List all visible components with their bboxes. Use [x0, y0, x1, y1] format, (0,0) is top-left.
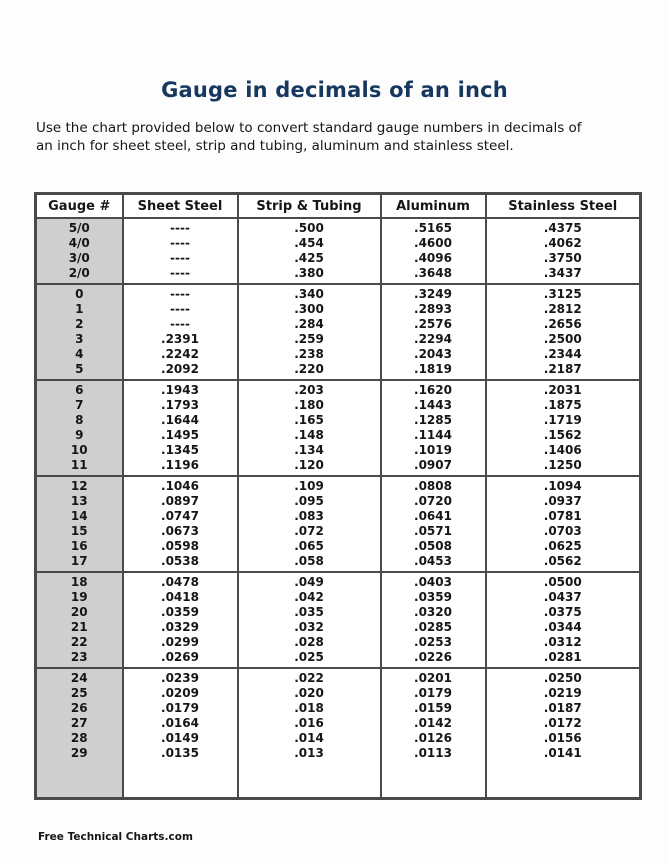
value-cell: [486, 476, 641, 572]
value-cell: [381, 218, 486, 284]
decimal-value: .3249: [414, 287, 452, 301]
decimal-value: .1196: [161, 458, 199, 472]
decimal-value: .016: [294, 716, 324, 730]
decimal-value: .0598: [161, 539, 199, 553]
decimal-value: ----: [170, 317, 190, 331]
decimal-value: .028: [294, 635, 324, 649]
decimal-value: .0375: [543, 605, 582, 619]
decimal-value: .0478: [161, 575, 199, 589]
decimal-value: .220: [294, 362, 324, 376]
decimal-value: .020: [294, 686, 324, 700]
page-title: Gauge in decimals of an inch: [161, 78, 508, 102]
decimal-value: .1250: [543, 458, 582, 472]
decimal-value: .2242: [161, 347, 199, 361]
gauge-table-head: [36, 194, 641, 219]
decimal-value: .095: [294, 494, 324, 508]
gauge-number: 17: [70, 554, 88, 568]
value-cell: [486, 218, 641, 284]
decimal-value: .0141: [543, 746, 582, 760]
gauge-number: 4/0: [68, 236, 90, 250]
decimal-value: .1019: [414, 443, 452, 457]
decimal-value: .1345: [161, 443, 199, 457]
decimal-value: .0508: [414, 539, 452, 553]
value-cell: [486, 572, 641, 668]
gauge-cell: [36, 218, 123, 284]
decimal-value: .0403: [414, 575, 452, 589]
gauge-number: 1: [75, 302, 84, 316]
decimal-value: .3750: [543, 251, 582, 265]
gauge-number: 24: [70, 671, 88, 685]
decimal-value: .0285: [414, 620, 452, 634]
gauge-cell: [36, 380, 123, 476]
header-row: [36, 194, 641, 219]
decimal-value: .180: [294, 398, 324, 412]
gauge-number: 26: [70, 701, 88, 715]
decimal-value: .035: [294, 605, 324, 619]
value-cell: [238, 572, 381, 668]
decimal-value: .0142: [414, 716, 452, 730]
value-cell: [123, 380, 238, 476]
decimal-value: ----: [170, 236, 190, 250]
decimal-value: .0299: [161, 635, 199, 649]
gauge-number: 14: [70, 509, 88, 523]
gauge-number: 18: [70, 575, 88, 589]
gauge-number: 12: [70, 479, 88, 493]
decimal-value: .4375: [543, 221, 582, 235]
decimal-value: .4600: [414, 236, 452, 250]
decimal-value: .2344: [543, 347, 582, 361]
gauge-group-2: [36, 380, 641, 476]
decimal-value: .0164: [161, 716, 199, 730]
decimal-value: .025: [294, 650, 324, 664]
column-header-4: Stainless Steel: [486, 194, 641, 219]
decimal-value: .032: [294, 620, 324, 634]
gauge-cell: [36, 572, 123, 668]
decimal-value: .0219: [543, 686, 582, 700]
value-cell: [123, 668, 238, 799]
decimal-value: ----: [170, 287, 190, 301]
gauge-group-0: [36, 218, 641, 284]
decimal-value: .0320: [414, 605, 452, 619]
column-header-3: Aluminum: [381, 194, 486, 219]
gauge-number: 10: [70, 443, 88, 457]
decimal-value: .0781: [543, 509, 582, 523]
decimal-value: .3437: [543, 266, 582, 280]
decimal-value: .2092: [161, 362, 199, 376]
gauge-table: [34, 192, 642, 800]
decimal-value: .083: [294, 509, 324, 523]
column-header-2: Strip & Tubing: [238, 194, 381, 219]
decimal-value: .0571: [414, 524, 452, 538]
decimal-value: .065: [294, 539, 324, 553]
decimal-value: .0113: [414, 746, 452, 760]
decimal-value: .0897: [161, 494, 199, 508]
gauge-number: 23: [70, 650, 88, 664]
decimal-value: .2576: [414, 317, 452, 331]
gauge-group-4: [36, 572, 641, 668]
decimal-value: .203: [294, 383, 324, 397]
decimal-value: .0269: [161, 650, 199, 664]
decimal-value: ----: [170, 251, 190, 265]
decimal-value: .1443: [414, 398, 452, 412]
gauge-number: 27: [70, 716, 88, 730]
gauge-number: 15: [70, 524, 88, 538]
decimal-value: .454: [294, 236, 324, 250]
table-row: [36, 476, 641, 572]
gauge-number: 28: [70, 731, 88, 745]
decimal-value: .0937: [543, 494, 582, 508]
gauge-cell: [36, 476, 123, 572]
gauge-number: 13: [70, 494, 88, 508]
footer-text: Free Technical Charts.com: [38, 831, 193, 843]
decimal-value: .425: [294, 251, 324, 265]
value-cell: [238, 668, 381, 799]
decimal-value: .1819: [414, 362, 452, 376]
table-row: [36, 218, 641, 284]
decimal-value: .2500: [543, 332, 582, 346]
decimal-value: .0673: [161, 524, 199, 538]
value-cell: [486, 380, 641, 476]
value-cell: [238, 380, 381, 476]
gauge-number: 25: [70, 686, 88, 700]
decimal-value: .1719: [543, 413, 582, 427]
decimal-value: .165: [294, 413, 324, 427]
decimal-value: .1793: [161, 398, 199, 412]
decimal-value: .0808: [414, 479, 452, 493]
intro-line-1: Use the chart provided below to convert standard gauge numbers in decimals of: [36, 120, 582, 136]
gauge-number: 5/0: [68, 221, 90, 235]
decimal-value: .014: [294, 731, 324, 745]
decimal-value: .2294: [414, 332, 452, 346]
decimal-value: .0149: [161, 731, 199, 745]
table-row: [36, 284, 641, 380]
gauge-number: 7: [75, 398, 84, 412]
decimal-value: .0172: [543, 716, 582, 730]
gauge-number: 22: [70, 635, 88, 649]
decimal-value: .120: [294, 458, 324, 472]
value-cell: [238, 476, 381, 572]
value-cell: [381, 284, 486, 380]
gauge-cell: [36, 284, 123, 380]
decimal-value: .013: [294, 746, 324, 760]
decimal-value: .018: [294, 701, 324, 715]
decimal-value: .0329: [161, 620, 199, 634]
table-row: [36, 668, 641, 799]
decimal-value: .0500: [543, 575, 582, 589]
decimal-value: .284: [294, 317, 324, 331]
gauge-number: 19: [70, 590, 88, 604]
decimal-value: .0312: [543, 635, 582, 649]
intro-text: [36, 119, 635, 155]
value-cell: [238, 284, 381, 380]
decimal-value: .0239: [161, 671, 199, 685]
value-cell: [123, 218, 238, 284]
decimal-value: .340: [294, 287, 324, 301]
decimal-value: .1620: [414, 383, 452, 397]
value-cell: [123, 284, 238, 380]
decimal-value: .134: [294, 443, 324, 457]
decimal-value: .0126: [414, 731, 452, 745]
gauge-cell: [36, 668, 123, 799]
decimal-value: .2187: [543, 362, 582, 376]
decimal-value: .1046: [161, 479, 199, 493]
decimal-value: .1094: [543, 479, 582, 493]
gauge-number: 9: [75, 428, 84, 442]
gauge-group-1: [36, 284, 641, 380]
decimal-value: .0344: [543, 620, 582, 634]
table-row: [36, 380, 641, 476]
value-cell: [123, 476, 238, 572]
decimal-value: .0538: [161, 554, 199, 568]
gauge-number: 3: [75, 332, 84, 346]
decimal-value: .4062: [543, 236, 582, 250]
gauge-number: 29: [70, 746, 88, 760]
gauge-number: 2/0: [68, 266, 90, 280]
decimal-value: .0625: [543, 539, 582, 553]
decimal-value: .0641: [414, 509, 452, 523]
decimal-value: .042: [294, 590, 324, 604]
decimal-value: .1406: [543, 443, 582, 457]
decimal-value: .0281: [543, 650, 582, 664]
decimal-value: .1875: [543, 398, 582, 412]
decimal-value: .5165: [414, 221, 452, 235]
decimal-value: .022: [294, 671, 324, 685]
value-cell: [381, 380, 486, 476]
decimal-value: .0747: [161, 509, 199, 523]
decimal-value: .3648: [414, 266, 452, 280]
decimal-value: .049: [294, 575, 324, 589]
decimal-value: ----: [170, 302, 190, 316]
gauge-number: 0: [75, 287, 84, 301]
decimal-value: .300: [294, 302, 324, 316]
decimal-value: .0209: [161, 686, 199, 700]
gauge-number: 3/0: [68, 251, 90, 265]
decimal-value: .3125: [543, 287, 582, 301]
decimal-value: .2031: [543, 383, 582, 397]
decimal-value: .1644: [161, 413, 199, 427]
decimal-value: .238: [294, 347, 324, 361]
value-cell: [486, 668, 641, 799]
decimal-value: .0201: [414, 671, 452, 685]
gauge-number: 6: [75, 383, 84, 397]
gauge-number: 11: [70, 458, 88, 472]
decimal-value: .0179: [161, 701, 199, 715]
decimal-value: .0226: [414, 650, 452, 664]
gauge-group-3: [36, 476, 641, 572]
decimal-value: .380: [294, 266, 324, 280]
gauge-number: 16: [70, 539, 88, 553]
decimal-value: .2391: [161, 332, 199, 346]
decimal-value: .0156: [543, 731, 582, 745]
value-cell: [123, 572, 238, 668]
value-cell: [381, 572, 486, 668]
table-row: [36, 572, 641, 668]
decimal-value: .0135: [161, 746, 199, 760]
decimal-value: .0453: [414, 554, 452, 568]
column-header-1: Sheet Steel: [123, 194, 238, 219]
gauge-number: 8: [75, 413, 84, 427]
decimal-value: .0437: [543, 590, 582, 604]
gauge-number: 5: [75, 362, 84, 376]
decimal-value: .4096: [414, 251, 452, 265]
value-cell: [381, 668, 486, 799]
decimal-value: ----: [170, 266, 190, 280]
gauge-number: 4: [75, 347, 84, 361]
decimal-value: .1495: [161, 428, 199, 442]
decimal-value: .0359: [161, 605, 199, 619]
decimal-value: .0418: [161, 590, 199, 604]
intro-line-2: an inch for sheet steel, strip and tubing, aluminum and stainless steel.: [36, 138, 514, 154]
gauge-number: 20: [70, 605, 88, 619]
decimal-value: .2656: [543, 317, 582, 331]
decimal-value: .0179: [414, 686, 452, 700]
decimal-value: .072: [294, 524, 324, 538]
decimal-value: .148: [294, 428, 324, 442]
decimal-value: .058: [294, 554, 324, 568]
decimal-value: .0187: [543, 701, 582, 715]
decimal-value: .259: [294, 332, 324, 346]
decimal-value: .1562: [543, 428, 582, 442]
decimal-value: .0250: [543, 671, 582, 685]
decimal-value: .500: [294, 221, 324, 235]
gauge-table-wrap: [34, 192, 669, 800]
decimal-value: .2043: [414, 347, 452, 361]
value-cell: [381, 476, 486, 572]
decimal-value: .109: [294, 479, 324, 493]
decimal-value: .2893: [414, 302, 452, 316]
decimal-value: .0253: [414, 635, 452, 649]
value-cell: [238, 218, 381, 284]
decimal-value: .0720: [414, 494, 452, 508]
gauge-number: 2: [75, 317, 84, 331]
value-cell: [486, 284, 641, 380]
gauge-group-5: [36, 668, 641, 799]
decimal-value: .0159: [414, 701, 452, 715]
column-header-0: Gauge #: [36, 194, 123, 219]
decimal-value: .0703: [543, 524, 582, 538]
decimal-value: .1285: [414, 413, 452, 427]
decimal-value: .1144: [414, 428, 452, 442]
decimal-value: .2812: [543, 302, 582, 316]
decimal-value: .0907: [414, 458, 452, 472]
decimal-value: ----: [170, 221, 190, 235]
decimal-value: .0359: [414, 590, 452, 604]
decimal-value: .0562: [543, 554, 582, 568]
decimal-value: .1943: [161, 383, 199, 397]
gauge-number: 21: [70, 620, 88, 634]
